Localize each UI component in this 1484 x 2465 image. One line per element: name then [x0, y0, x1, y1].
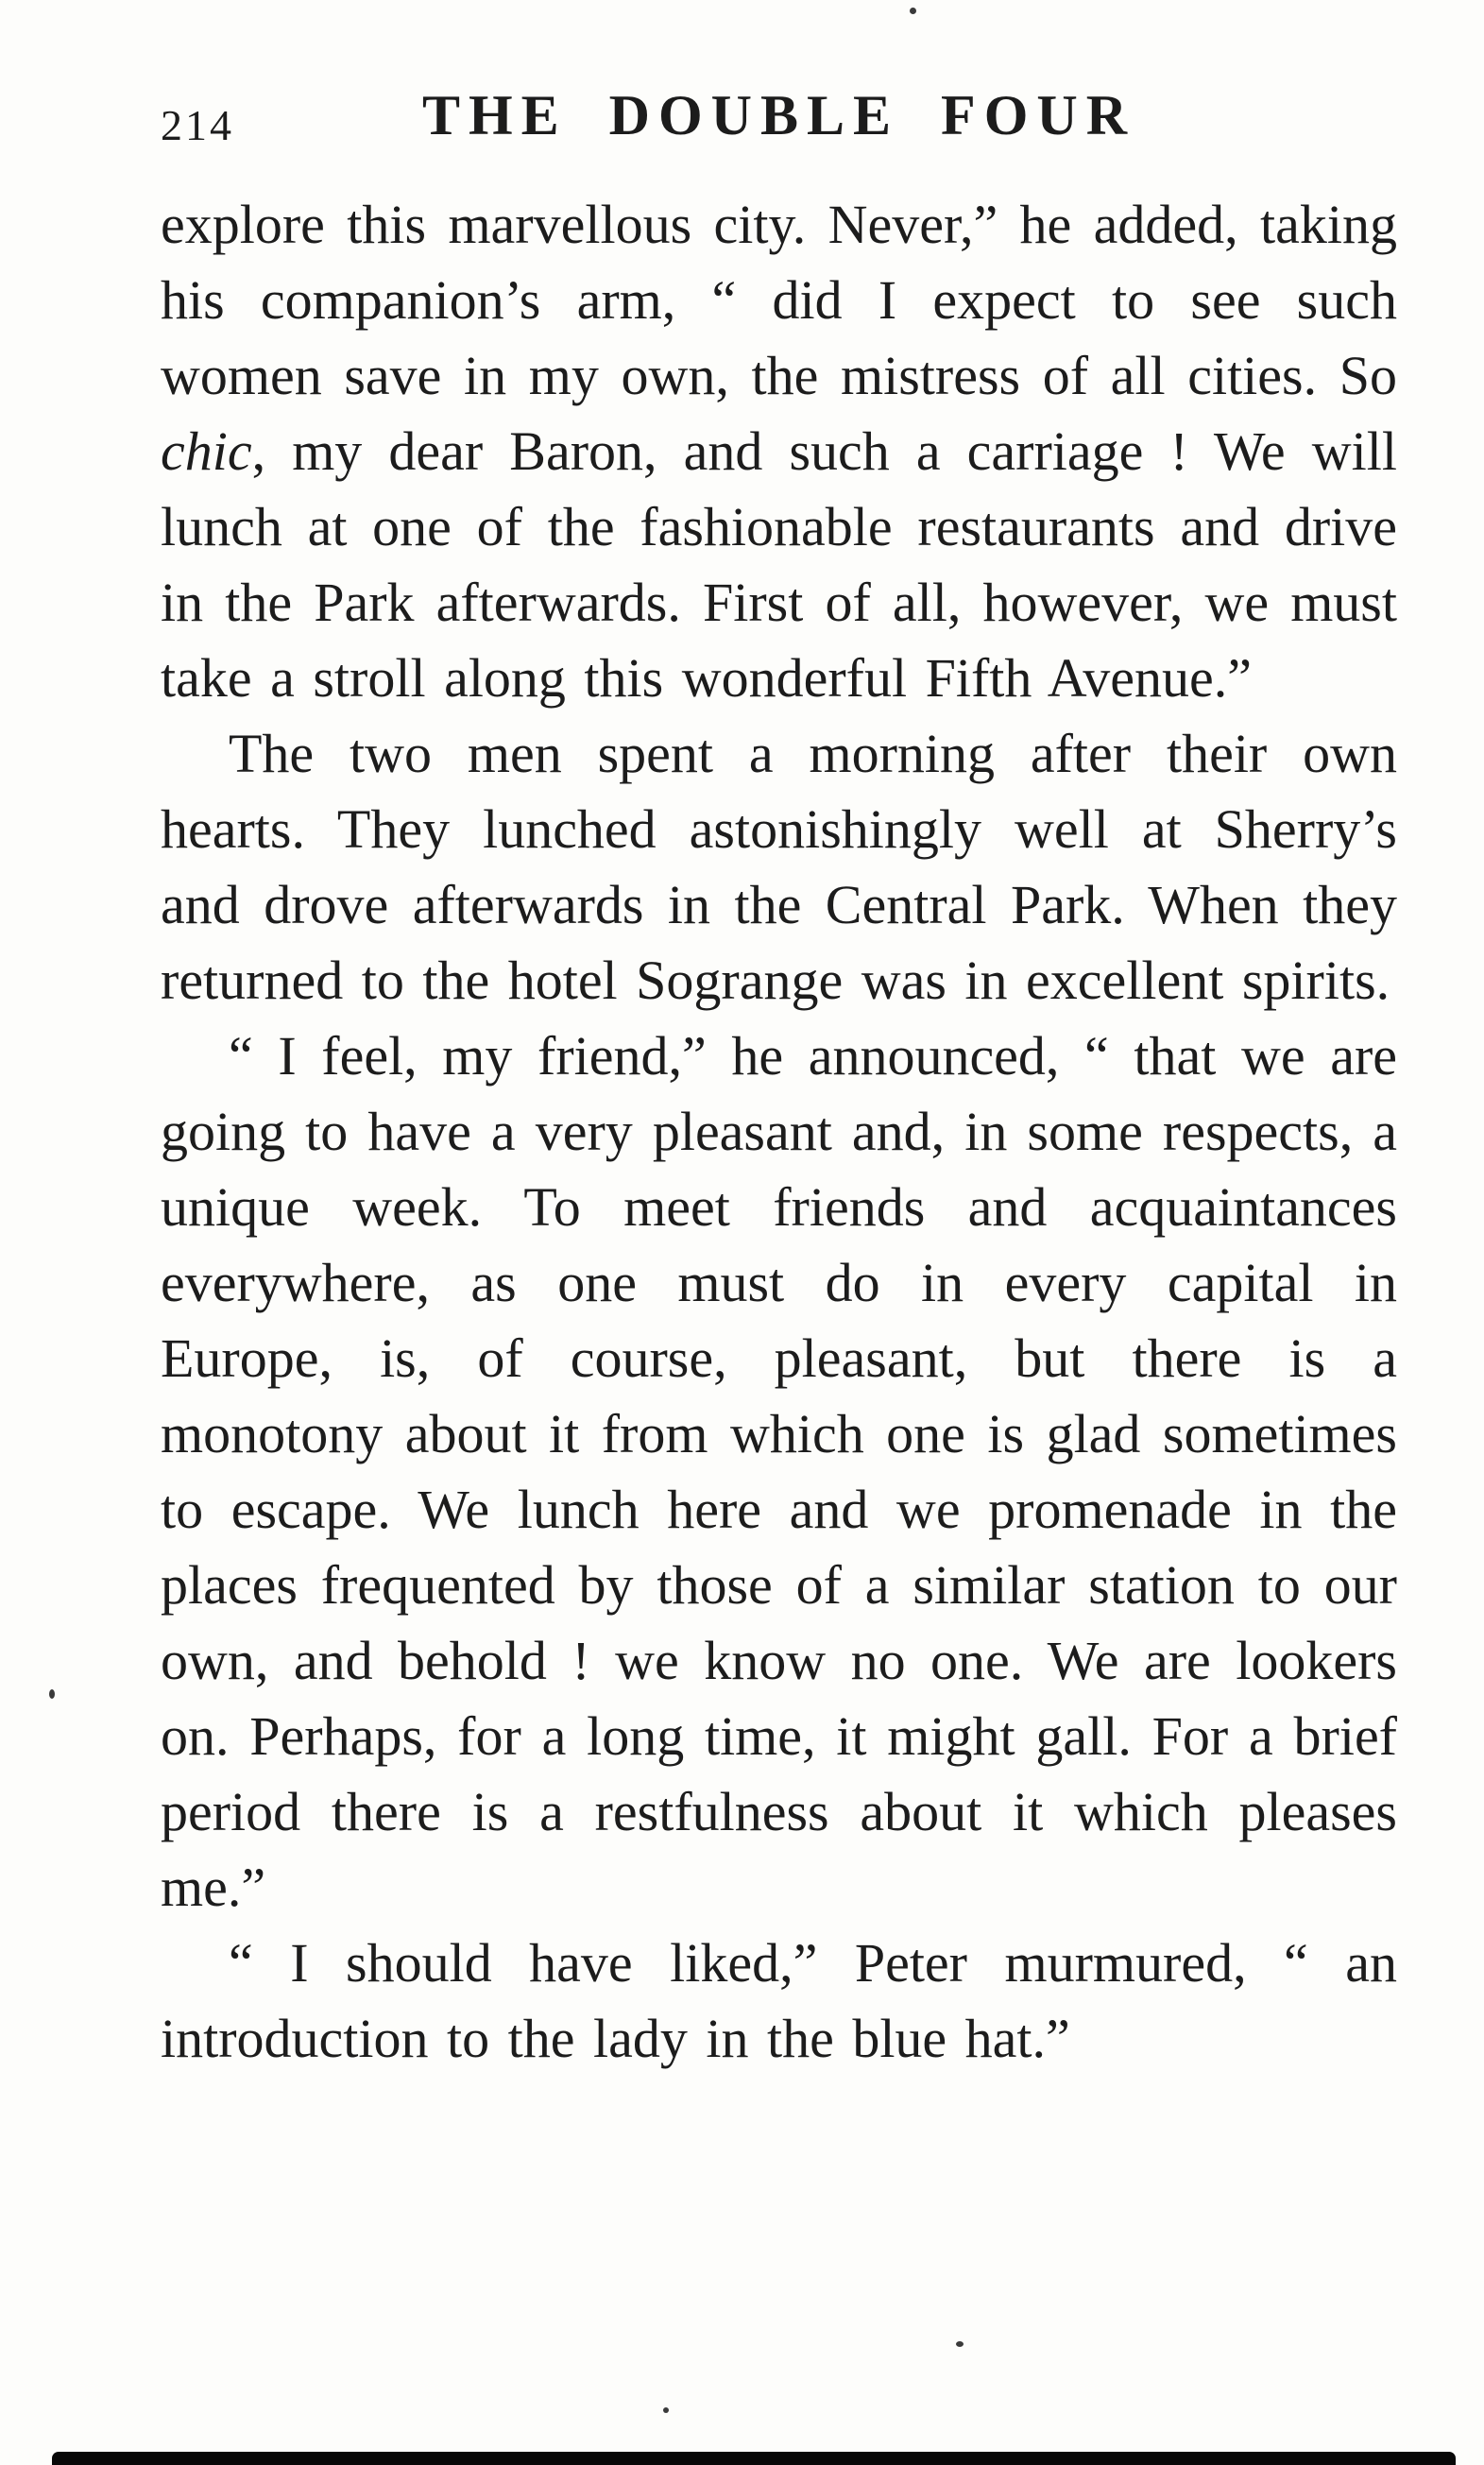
- text-run: explore this marvellous city. Never,” he added, taking his companion’s arm, “ did I expect to see such women save in my own, the mistress of all cities. So: [161, 194, 1397, 406]
- text-run: “ I feel, my friend,” he announced, “ that we are going to have a very pleasant and, in some respects, a unique week. To meet friends and acquaintances everywhere, as one must do in every capital in Europe, is, of course, pleasant, but there is a monotony about it from which one is glad sometimes to escape. We lunch here and we promenade in the places frequented by those of a similar station to our own, and behold ! we know no one. We are lookers on. Perhaps, for a long time, it might gall. For a brief period there is a restfulness about it which pleases me.”: [161, 1025, 1397, 1918]
- page-title: THE DOUBLE FOUR: [421, 84, 1136, 146]
- paragraph: [161, 1019, 1397, 1926]
- paragraph: [161, 716, 1397, 1019]
- paragraph: [161, 1926, 1397, 2077]
- page-body: [161, 187, 1397, 2077]
- scan-speck: [956, 2341, 964, 2347]
- paragraph: [161, 187, 1397, 716]
- scan-speck: [910, 8, 916, 14]
- page-header: [161, 83, 1397, 174]
- scan-edge-artifact: [52, 2452, 1456, 2465]
- page-number: 214: [161, 101, 234, 149]
- italic-text-run: chic: [161, 420, 252, 482]
- scan-speck: [49, 1689, 55, 1699]
- text-run: The two men spent a morning after their own hearts. They lunched astonishingly well at Sherry’s and drove afterwards in the Central Park. When they returned to the hotel Sogrange was in excellent spirits.: [161, 723, 1397, 1011]
- scan-speck: [663, 2407, 669, 2413]
- text-run: , my dear Baron, and such a carriage ! We will lunch at one of the fashionable restaurants and drive in the Park afterwards. First of all, however, we must take a stroll along this wonderful Fifth Avenue.”: [161, 420, 1397, 709]
- text-run: “ I should have liked,” Peter murmured, “ an introduction to the lady in the blue hat.”: [161, 1932, 1397, 2069]
